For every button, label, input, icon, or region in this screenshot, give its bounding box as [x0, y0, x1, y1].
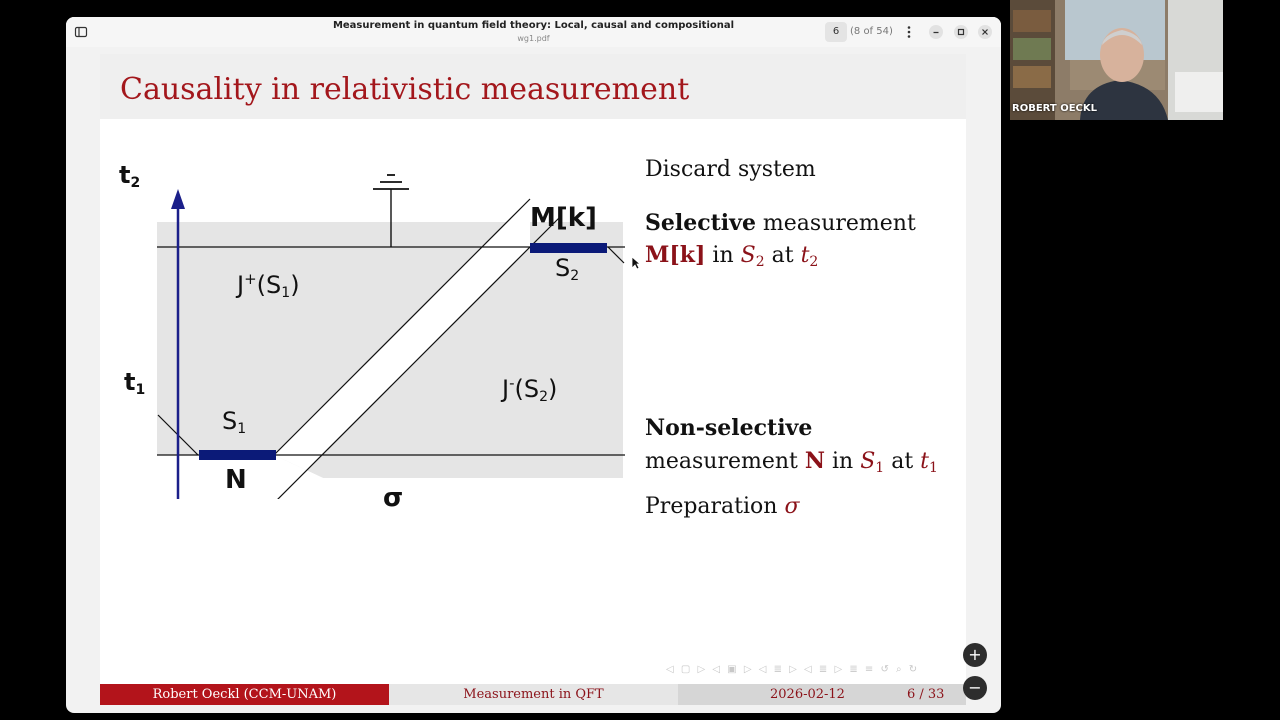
slide-footer [100, 684, 966, 705]
beamer-navigation-symbols[interactable]: ◁ ▢ ▷ ◁ ▣ ▷ ◁ ≣ ▷ ◁ ≣ ▷ ≣ ≡ ↺ ⌕ ↻ [666, 664, 920, 675]
footer-page: 6 / 33 [907, 687, 945, 702]
preparation-text: Preparation σ [645, 494, 800, 519]
title-bar [66, 17, 1001, 47]
document-filename: wg1.pdf [517, 34, 550, 43]
footer-short-title: Measurement in QFT [389, 684, 678, 705]
minimize-icon[interactable] [929, 25, 943, 39]
j-minus-label: $J^-(S_2)$ [502, 374, 558, 405]
region-s2-bar [530, 243, 607, 253]
n-label: N [225, 465, 247, 495]
document-title: Measurement in quantum field theory: Local, causal and compositional [332, 20, 735, 31]
footer-date-page [678, 684, 966, 705]
mk-label: M[k] [530, 203, 597, 233]
close-icon[interactable] [978, 25, 992, 39]
webcam-video [1010, 0, 1223, 120]
more-options-icon[interactable] [904, 25, 914, 39]
nonselective-heading: Non-selective [645, 415, 813, 441]
region-s1-bar [199, 450, 276, 460]
discard-text: Discard system [645, 157, 816, 182]
slide-title: Causality in relativistic measurement [120, 72, 690, 107]
footer-date: 2026-02-12 [770, 687, 845, 702]
zoom-in-button[interactable]: + [963, 643, 987, 667]
pdf-viewer-window [66, 17, 1001, 713]
webcam-participant-name: ROBERT OECKL [1012, 103, 1097, 114]
footer-author: Robert Oeckl (CCM-UNAM) [100, 684, 389, 705]
maximize-icon[interactable] [954, 25, 968, 39]
selective-detail: M[k] in $S_2$ at $t_2$ [645, 242, 819, 270]
sigma-label: σ [383, 483, 404, 513]
zoom-out-button[interactable]: − [963, 676, 987, 700]
page-count-label: (8 of 54) [850, 26, 893, 37]
s1-label: $S_1$ [222, 407, 247, 437]
speaker-video-frame [1010, 0, 1223, 120]
t1-label: $t_1$ [124, 368, 146, 398]
nonselective-detail: measurement N in $S_1$ at $t_1$ [645, 448, 938, 476]
page-number-input[interactable]: 6 [825, 22, 847, 42]
selective-heading: Selective measurement [645, 210, 916, 236]
t2-label: $t_2$ [119, 161, 141, 191]
mouse-cursor-icon [631, 256, 641, 270]
j-plus-label: $J^+(S_1)$ [237, 270, 300, 301]
slide-page [100, 54, 966, 705]
slide-header [100, 54, 966, 119]
time-axis-arrowhead [171, 189, 185, 209]
causality-diagram [100, 119, 640, 499]
s2-label: $S_2$ [555, 254, 580, 284]
